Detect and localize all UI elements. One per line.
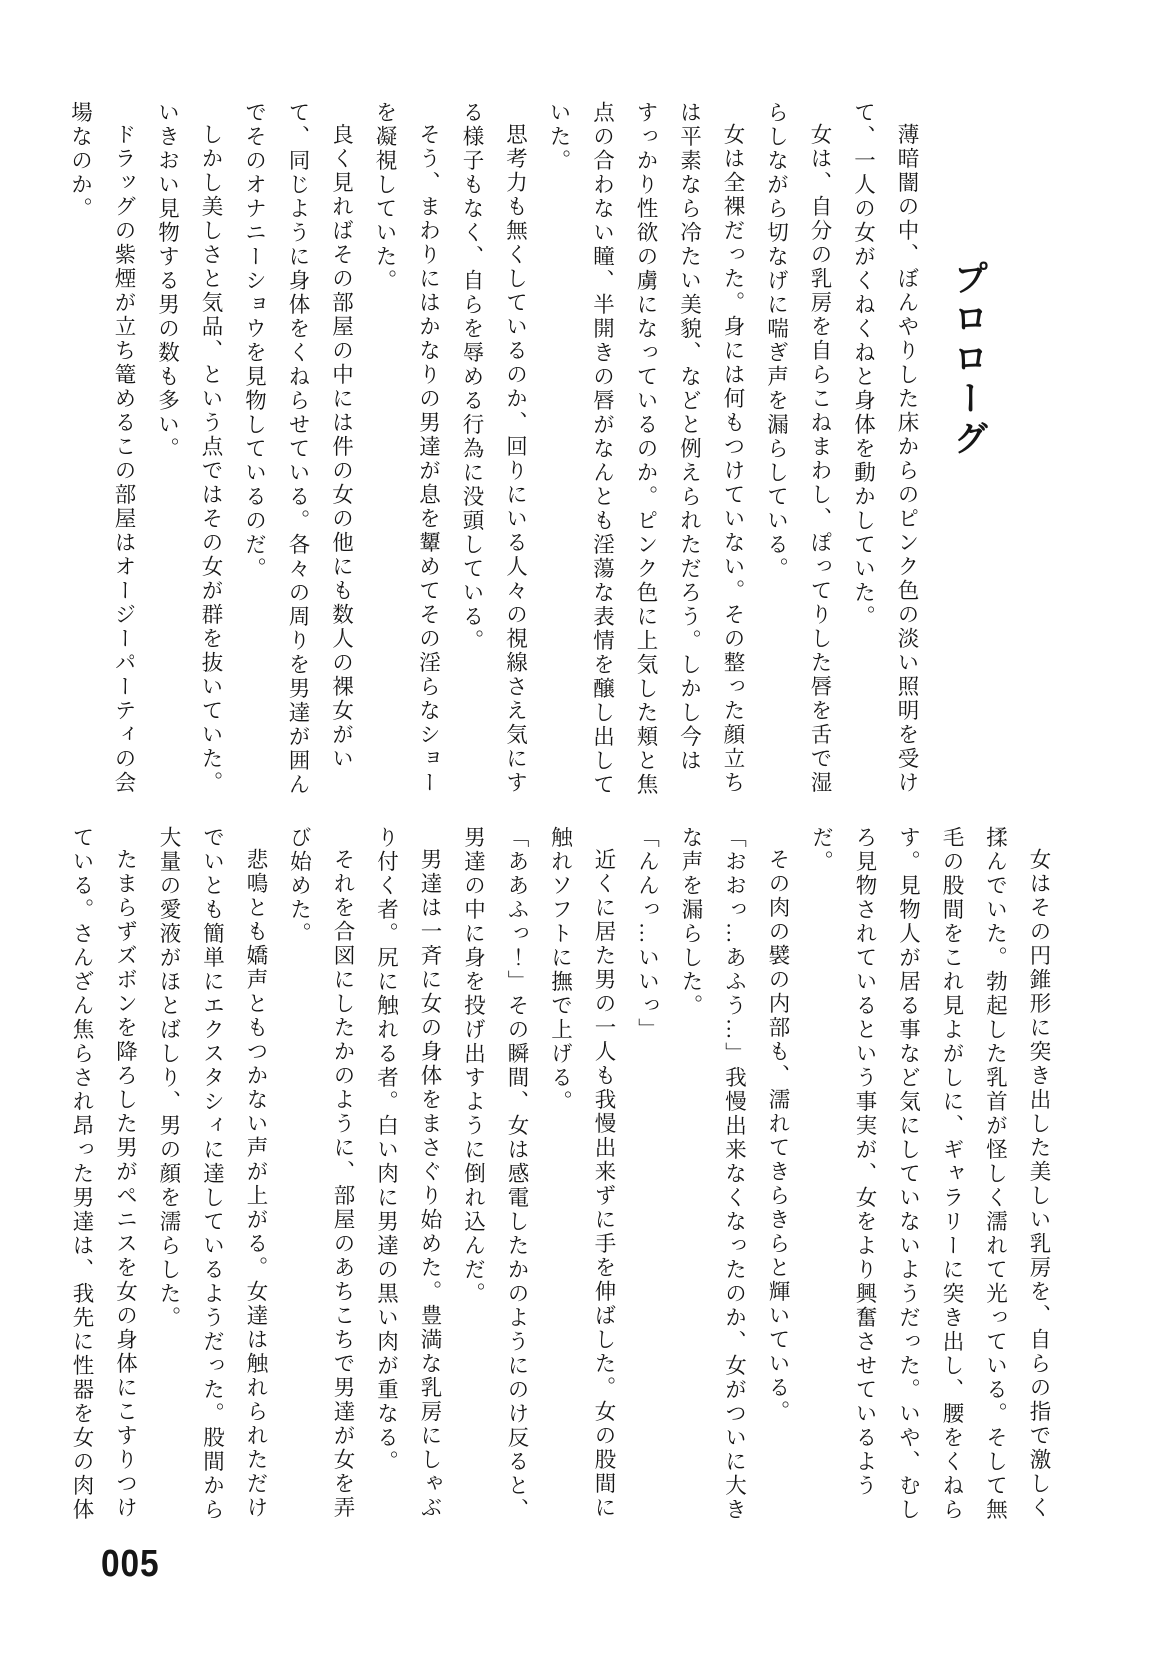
paragraph: 良く見ればその部屋の中には件の女の他にも数人の裸女がいて、同じように身体をくねらせている。各々の周りを男達が囲んでそのオナニーショウを見物しているのだ。 (242, 101, 354, 797)
paragraph: 悲鳴とも嬌声ともつかない声が上がる。女達は触れられただけでいとも簡単にエクスタシィに達しているようだった。股間から大量の愛液がほとばしり、男の顔を濡らした。 (157, 826, 268, 1522)
paragraph-dialogue: 「おおっ…あふう…」我慢出来なくなったのか、女がついに大きな声を漏らした。 (679, 826, 747, 1522)
paragraph-dialogue: 「ああふっ！」その瞬間、女は感電したかのようにのけ反ると、男達の中に身を投げ出すように倒れ込んだ。 (461, 826, 529, 1522)
paragraph: そう、まわりにはかなりの男達が息を顰めてその淫らなショーを凝視していた。 (373, 101, 441, 795)
paragraph: 思考力も無くしているのか、回りにいる人々の視線さえ気にする様子もなく、自らを辱める行為に没頭している。 (460, 101, 528, 795)
paragraph: 女はその円錐形に突き出した美しい乳房を、自らの指で激しく揉んでいた。勃起した乳首が怪しく濡れて光っている。そして無毛の股間をこれ見よがしに、ギャラリーに突き出し、腰をくねらす。見物人が居る事など気にしていないようだった。いや、むしろ見物されているという事実が、女をより興奮させているようだ。 (809, 826, 1051, 1522)
paragraph-dialogue: 「んんっ…いいっ」 (635, 826, 660, 1042)
text-block-top (68, 101, 928, 801)
paragraph: しかし美しさと気品、という点ではその女が群を抜いていた。いきおい見物する男の数も多い。 (155, 101, 223, 795)
paragraph: ドラッグの紫煙が立ち篭めるこの部屋はオージーパーティの会場なのか。 (68, 101, 136, 795)
paragraph: 女は、自分の乳房を自らこねまわし、ぽってりした唇を舌で湿らしながら切なげに喘ぎ声を漏らしている。 (764, 101, 832, 795)
paragraph: たまらずズボンを降ろした男がペニスを女の身体にこすりつけている。さんざん焦らされ昂った男達は、我先に性器を女の肉体 (70, 826, 138, 1522)
page-number: 005 (101, 1543, 160, 1585)
chapter-title: プロローグ (949, 260, 988, 460)
paragraph: 薄暗闇の中、ぼんやりした床からのピンク色の淡い照明を受けて、一人の女がくねくねと身体を動かしていた。 (851, 101, 919, 795)
paragraph: それを合図にしたかのように、部屋のあちこちで男達が女を弄び始めた。 (287, 826, 355, 1520)
paragraph: 女は全裸だった。身には何もつけていない。その整った顔立ちは平素なら冷たい美貌、などと例えられただろう。しかし今はすっかり性欲の虜になっているのか。ピンク色に上気した頬と焦点の合わない瞳、半開きの唇がなんとも淫蕩な表情を醸し出していた。 (547, 101, 745, 797)
paragraph: 男達は一斉に女の身体をまさぐり始めた。豊満な乳房にしゃぶり付く者。尻に触れる者。白い肉に男達の黒い肉が重なる。 (374, 826, 442, 1520)
paragraph: 近くに居た男の一人も我慢出来ずに手を伸ばした。女の股間に触れソフトに撫で上げる。 (548, 826, 616, 1520)
text-block-bottom (70, 826, 1060, 1526)
paragraph: その肉の襞の内部も、濡れてきらきらと輝いている。 (766, 847, 790, 1424)
